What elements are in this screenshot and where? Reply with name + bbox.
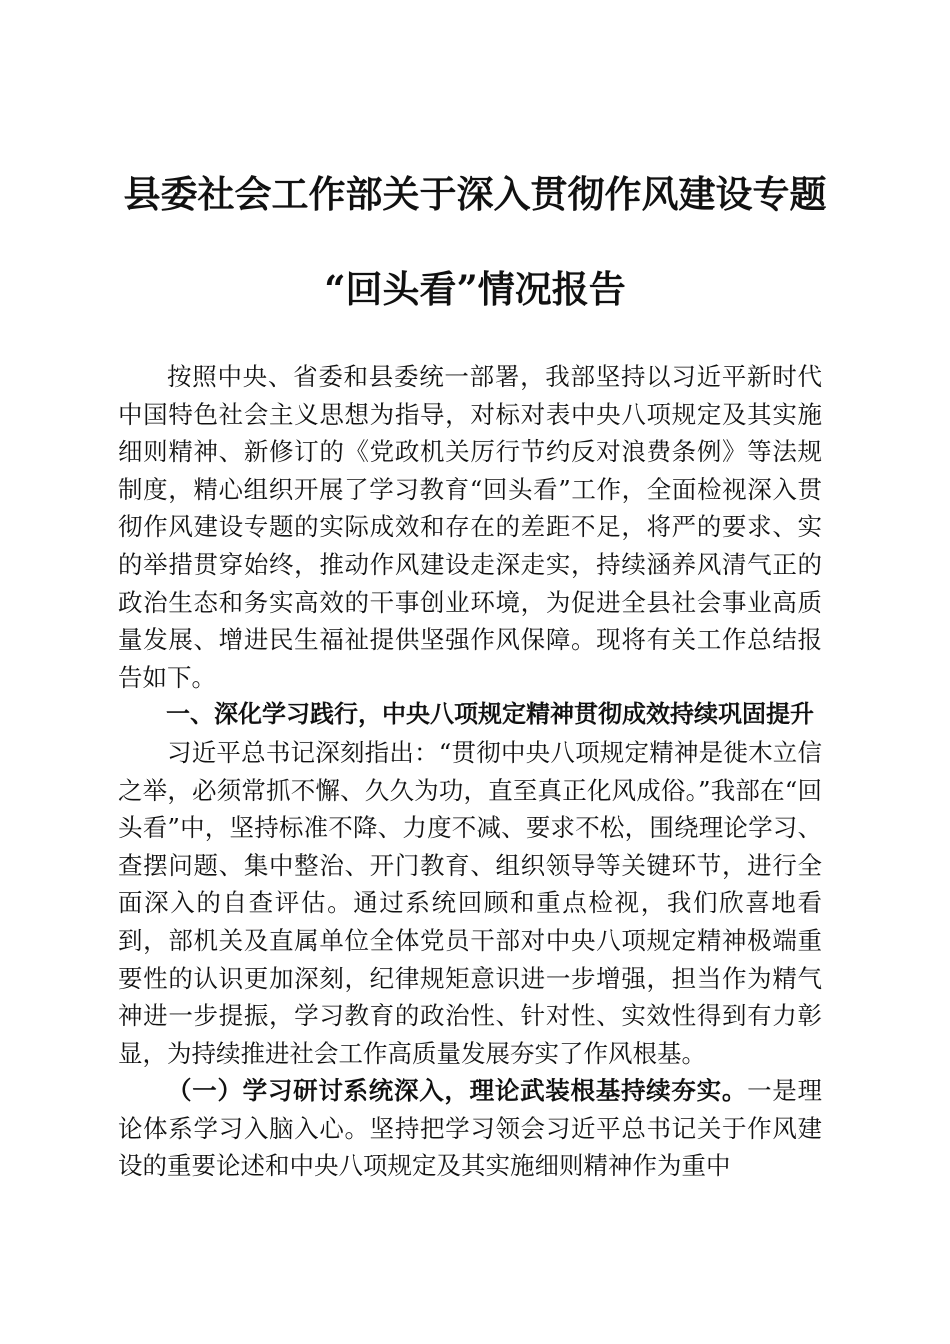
section-1-paragraph: 习近平总书记深刻指出：“贯彻中央八项规定精神是徙木立信之举，必须常抓不懈、久久为功，直至真正化风成俗。”我部在“回头看”中，坚持标准不降、力度不减、要求不松，围绕理论学习、查摆问题、集中整治、开门教育、组织领导等关键环节，进行全面深入的自查评估。通过系统回顾和重点检视，我们欣喜地看到，部机关及直属单位全体党员干部对中央八项规定精神极端重要性的认识更加深刻，纪律规矩意识进一步增强，担当作为精气神进一步提振，学习教育的政治性、针对性、实效性得到有力彰显，为持续推进社会工作高质量发展夯实了作风根基。 <box>118 737 822 1068</box>
subsection-1-heading: （一）学习研讨系统深入，理论武装根基持续夯实。 <box>167 1076 748 1106</box>
section-1-heading: 一、深化学习践行，中央八项规定精神贯彻成效持续巩固提升 <box>166 700 814 729</box>
document-title-line-2: “回头看”情况报告 <box>324 267 626 311</box>
subsection-1-paragraph <box>118 1072 822 1185</box>
document-body <box>118 358 822 1185</box>
intro-paragraph: 按照中央、省委和县委统一部署，我部坚持以习近平新时代中国特色社会主义思想为指导，对标对表中央八项规定及其实施细则精神、新修订的《党政机关厉行节约反对浪费条例》等法规制度，精心组织开展了学习教育“回头看”工作，全面检视深入贯彻作风建设专题的实际成效和存在的差距不足，将严的要求、实的举措贯穿始终，推动作风建设走深走实，持续涵养风清气正的政治生态和务实高效的干事创业环境，为促进全县社会事业高质量发展、增进民生福祉提供坚强作风保障。现将有关工作总结报告如下。 <box>118 362 822 692</box>
subsection-1-text: 一是理论体系学习入脑入心。坚持把学习领会习近平总书记关于作风建设的重要论述和中央八项规定及其实施细则精神作为重中 <box>118 1076 823 1181</box>
document-title-line-1: 县委社会工作部关于深入贯彻作风建设专题 <box>123 172 827 216</box>
